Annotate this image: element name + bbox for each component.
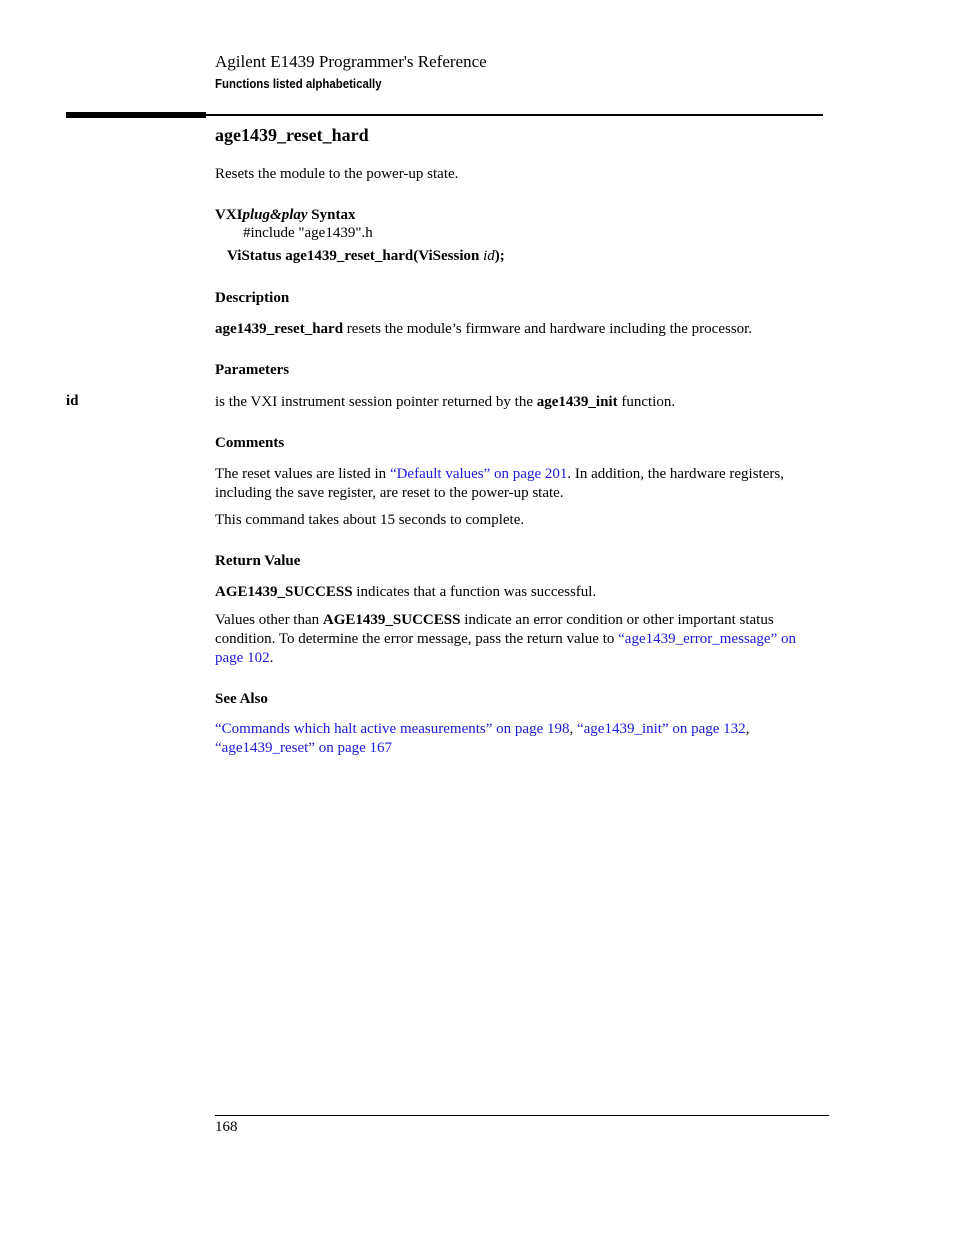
param-text-pre: is the VXI instrument session pointer returned by the xyxy=(215,394,537,410)
comments-heading: Comments xyxy=(215,435,285,451)
document-title: Agilent E1439 Programmer's Reference xyxy=(215,52,487,71)
see-also-links xyxy=(215,720,825,758)
parameters-heading: Parameters xyxy=(215,362,290,378)
reset-link[interactable]: “age1439_reset” on page 167 xyxy=(215,740,393,756)
header-rule-thin xyxy=(206,114,823,116)
syntax-heading xyxy=(215,207,355,224)
signature-param: id xyxy=(483,248,495,264)
comments-paragraph-2: This command takes about 15 seconds to complete. xyxy=(215,512,525,528)
header-rule-thick xyxy=(66,112,206,118)
parameter-name-id: id xyxy=(66,393,79,409)
description-body: resets the module’s firmware and hardware including the processor. xyxy=(343,321,753,337)
function-summary: Resets the module to the power-up state. xyxy=(215,166,459,182)
comments-p1-post: . In addition, the hardware registers, including the save register, are reset to the power-up state. xyxy=(215,466,784,501)
syntax-include: #include "age1439".h xyxy=(243,225,373,241)
return-p1-text: indicates that a function was successful. xyxy=(352,584,597,600)
halt-measurements-link[interactable]: “Commands which halt active measurements” on page 198 xyxy=(215,721,570,737)
see-also-sep-1: , xyxy=(569,721,577,737)
see-also-sep-2: , xyxy=(745,721,750,737)
error-message-link[interactable]: “age1439_error_message” on page 102 xyxy=(215,631,796,666)
success-constant: AGE1439_SUCCESS xyxy=(215,584,353,600)
success-constant-2: AGE1439_SUCCESS xyxy=(322,612,461,628)
return-value-paragraph-1 xyxy=(215,583,825,602)
init-link[interactable]: “age1439_init” on page 132 xyxy=(576,721,746,737)
param-text-post: function. xyxy=(617,394,676,410)
footer-rule xyxy=(215,1115,829,1116)
return-value-paragraph-2 xyxy=(215,611,825,668)
page-number: 168 xyxy=(215,1119,238,1135)
description-heading: Description xyxy=(215,290,290,306)
comments-p1-pre: The reset values are listed in xyxy=(215,466,390,482)
syntax-signature xyxy=(227,248,505,265)
syntax-heading-syntax: Syntax xyxy=(307,207,356,223)
description-text xyxy=(215,320,825,339)
see-also-heading: See Also xyxy=(215,691,268,707)
parameter-description-id xyxy=(215,393,825,412)
description-function-name: age1439_reset_hard xyxy=(215,321,344,337)
return-p2-pre: Values other than xyxy=(215,612,323,628)
default-values-link[interactable]: “Default values” on page 201 xyxy=(389,466,568,482)
comments-paragraph-1 xyxy=(215,465,825,503)
section-subtitle: Functions listed alphabetically xyxy=(215,76,382,91)
return-value-heading: Return Value xyxy=(215,553,301,569)
return-p2-mid: indicate an error condition or other important status condition. To determine the error message, pass the return value to xyxy=(215,612,774,647)
function-title: age1439_reset_hard xyxy=(215,125,369,145)
return-p2-post: . xyxy=(269,650,274,666)
param-text-bold: age1439_init xyxy=(536,394,618,410)
signature-prefix: ViStatus age1439_reset_hard(ViSession xyxy=(227,248,484,264)
syntax-heading-plugplay: plug&play xyxy=(242,207,308,223)
signature-suffix: ); xyxy=(494,248,505,264)
syntax-heading-vxi: VXI xyxy=(215,207,243,223)
